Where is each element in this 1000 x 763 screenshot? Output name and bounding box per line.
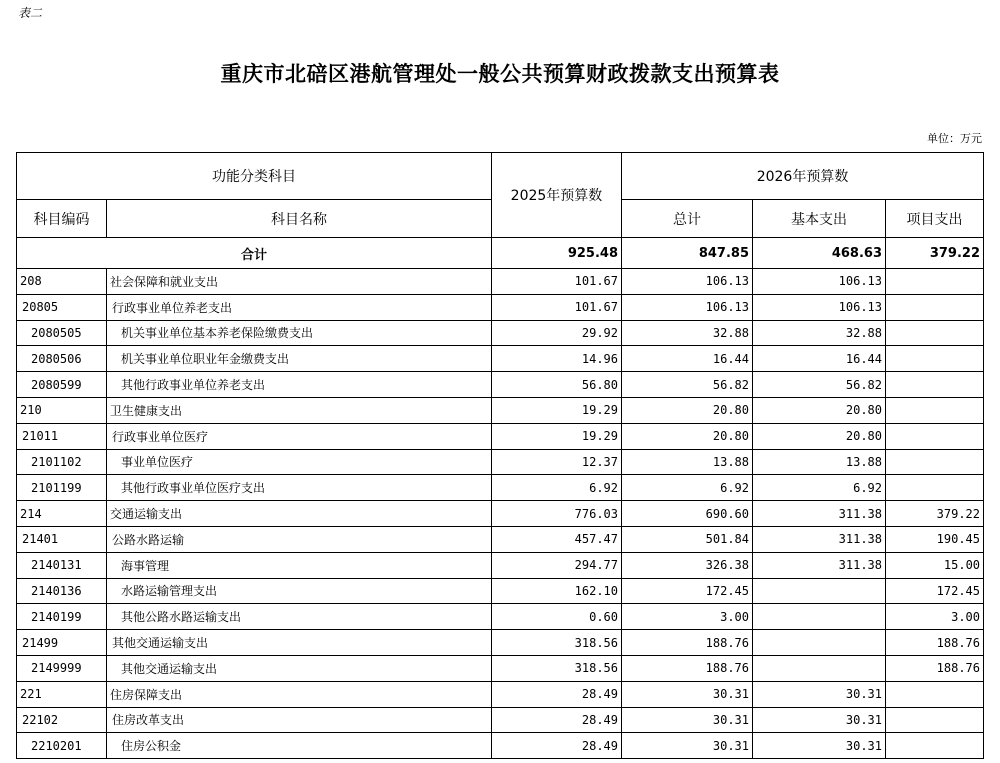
cell-name: 海事管理 [107,552,492,578]
table-row [17,707,984,733]
cell-basic: 311.38 [753,552,886,578]
table-row [17,320,984,346]
cell-project: 379.22 [886,501,984,527]
table-row [17,449,984,475]
cell-budget-2025: 28.49 [492,681,622,707]
cell-name: 行政事业单位养老支出 [107,294,492,320]
cell-budget-2025: 29.92 [492,320,622,346]
cell-budget-2025: 101.67 [492,294,622,320]
cell-project [886,372,984,398]
cell-project [886,320,984,346]
cell-project: 188.76 [886,630,984,656]
table-row [17,681,984,707]
cell-basic: 16.44 [753,346,886,372]
cell-basic: 30.31 [753,681,886,707]
cell-basic: 30.31 [753,733,886,759]
cell-code: 2149999 [17,655,107,681]
cell-project: 3.00 [886,604,984,630]
cell-project [886,294,984,320]
cell-total: 3.00 [622,604,753,630]
cell-name: 机关事业单位职业年金缴费支出 [107,346,492,372]
unit-label: 单位：万元 [927,132,982,145]
table-row [17,655,984,681]
table-number-label: 表二 [18,6,43,20]
cell-budget-2025: 294.77 [492,552,622,578]
cell-basic [753,630,886,656]
header-total: 总计 [622,200,753,238]
table-row [17,346,984,372]
header-name: 科目名称 [107,200,492,238]
header-func-class: 功能分类科目 [17,153,492,200]
cell-project [886,449,984,475]
cell-name: 事业单位医疗 [107,449,492,475]
cell-name: 公路水路运输 [107,526,492,552]
table-row [17,475,984,501]
cell-basic: 6.92 [753,475,886,501]
table-row [17,733,984,759]
cell-total: 30.31 [622,733,753,759]
cell-total: 6.92 [622,475,753,501]
cell-basic: 311.38 [753,501,886,527]
cell-code: 2140131 [17,552,107,578]
cell-basic: 106.13 [753,294,886,320]
table-row [17,501,984,527]
cell-budget-2025: 28.49 [492,707,622,733]
cell-basic: 13.88 [753,449,886,475]
total-total: 847.85 [622,238,753,269]
cell-code: 210 [17,397,107,423]
cell-project [886,397,984,423]
cell-total: 188.76 [622,630,753,656]
cell-budget-2025: 0.60 [492,604,622,630]
table-row [17,294,984,320]
total-budget-2025: 925.48 [492,238,622,269]
table-row [17,604,984,630]
cell-budget-2025: 318.56 [492,630,622,656]
cell-basic: 20.80 [753,397,886,423]
cell-project: 188.76 [886,655,984,681]
cell-total: 20.80 [622,423,753,449]
cell-total: 20.80 [622,397,753,423]
cell-project [886,707,984,733]
cell-name: 其他公路水路运输支出 [107,604,492,630]
cell-name: 其他交通运输支出 [107,630,492,656]
cell-code: 2080505 [17,320,107,346]
table-row [17,630,984,656]
cell-project: 172.45 [886,578,984,604]
cell-budget-2025: 162.10 [492,578,622,604]
cell-budget-2025: 12.37 [492,449,622,475]
table-row [17,372,984,398]
cell-basic [753,604,886,630]
cell-budget-2025: 101.67 [492,269,622,295]
header-basic: 基本支出 [753,200,886,238]
cell-project [886,681,984,707]
table-row [17,552,984,578]
cell-code: 2080506 [17,346,107,372]
cell-budget-2025: 318.56 [492,655,622,681]
cell-name: 其他行政事业单位养老支出 [107,372,492,398]
cell-project [886,423,984,449]
cell-name: 交通运输支出 [107,501,492,527]
table-row [17,423,984,449]
cell-total: 106.13 [622,269,753,295]
cell-budget-2025: 19.29 [492,397,622,423]
cell-basic: 32.88 [753,320,886,346]
cell-total: 30.31 [622,707,753,733]
table-row [17,397,984,423]
cell-total: 172.45 [622,578,753,604]
cell-name: 社会保障和就业支出 [107,269,492,295]
cell-code: 2101199 [17,475,107,501]
cell-total: 13.88 [622,449,753,475]
cell-budget-2025: 14.96 [492,346,622,372]
cell-total: 106.13 [622,294,753,320]
total-project: 379.22 [886,238,984,269]
cell-name: 水路运输管理支出 [107,578,492,604]
header-project: 项目支出 [886,200,984,238]
total-label: 合计 [17,238,492,269]
cell-code: 20805 [17,294,107,320]
cell-project: 15.00 [886,552,984,578]
cell-basic: 311.38 [753,526,886,552]
cell-total: 188.76 [622,655,753,681]
total-row [17,238,984,269]
cell-code: 214 [17,501,107,527]
cell-basic: 30.31 [753,707,886,733]
cell-total: 32.88 [622,320,753,346]
cell-project [886,346,984,372]
cell-name: 住房保障支出 [107,681,492,707]
cell-name: 住房改革支出 [107,707,492,733]
cell-total: 326.38 [622,552,753,578]
cell-total: 501.84 [622,526,753,552]
cell-code: 2101102 [17,449,107,475]
cell-project: 190.45 [886,526,984,552]
cell-project [886,269,984,295]
table-row [17,578,984,604]
cell-code: 221 [17,681,107,707]
cell-name: 行政事业单位医疗 [107,423,492,449]
cell-basic: 106.13 [753,269,886,295]
cell-budget-2025: 28.49 [492,733,622,759]
cell-budget-2025: 56.80 [492,372,622,398]
header-code: 科目编码 [17,200,107,238]
cell-code: 208 [17,269,107,295]
cell-name: 卫生健康支出 [107,397,492,423]
cell-total: 16.44 [622,346,753,372]
cell-basic [753,578,886,604]
cell-code: 2210201 [17,733,107,759]
cell-basic [753,655,886,681]
cell-total: 30.31 [622,681,753,707]
cell-total: 690.60 [622,501,753,527]
cell-budget-2025: 6.92 [492,475,622,501]
header-budget-2025: 2025年预算数 [492,153,622,238]
cell-name: 机关事业单位基本养老保险缴费支出 [107,320,492,346]
table-row [17,526,984,552]
cell-project [886,733,984,759]
cell-basic: 56.82 [753,372,886,398]
cell-code: 21401 [17,526,107,552]
header-budget-2026: 2026年预算数 [622,153,984,200]
cell-name: 其他交通运输支出 [107,655,492,681]
cell-code: 2080599 [17,372,107,398]
total-basic: 468.63 [753,238,886,269]
cell-budget-2025: 19.29 [492,423,622,449]
cell-basic: 20.80 [753,423,886,449]
cell-budget-2025: 457.47 [492,526,622,552]
page-title: 重庆市北碚区港航管理处一般公共预算财政拨款支出预算表 [220,61,780,86]
cell-code: 2140136 [17,578,107,604]
cell-code: 21499 [17,630,107,656]
cell-code: 2140199 [17,604,107,630]
cell-project [886,475,984,501]
cell-name: 住房公积金 [107,733,492,759]
cell-name: 其他行政事业单位医疗支出 [107,475,492,501]
cell-budget-2025: 776.03 [492,501,622,527]
cell-total: 56.82 [622,372,753,398]
budget-table [16,152,984,759]
cell-code: 21011 [17,423,107,449]
cell-code: 22102 [17,707,107,733]
table-row [17,269,984,295]
